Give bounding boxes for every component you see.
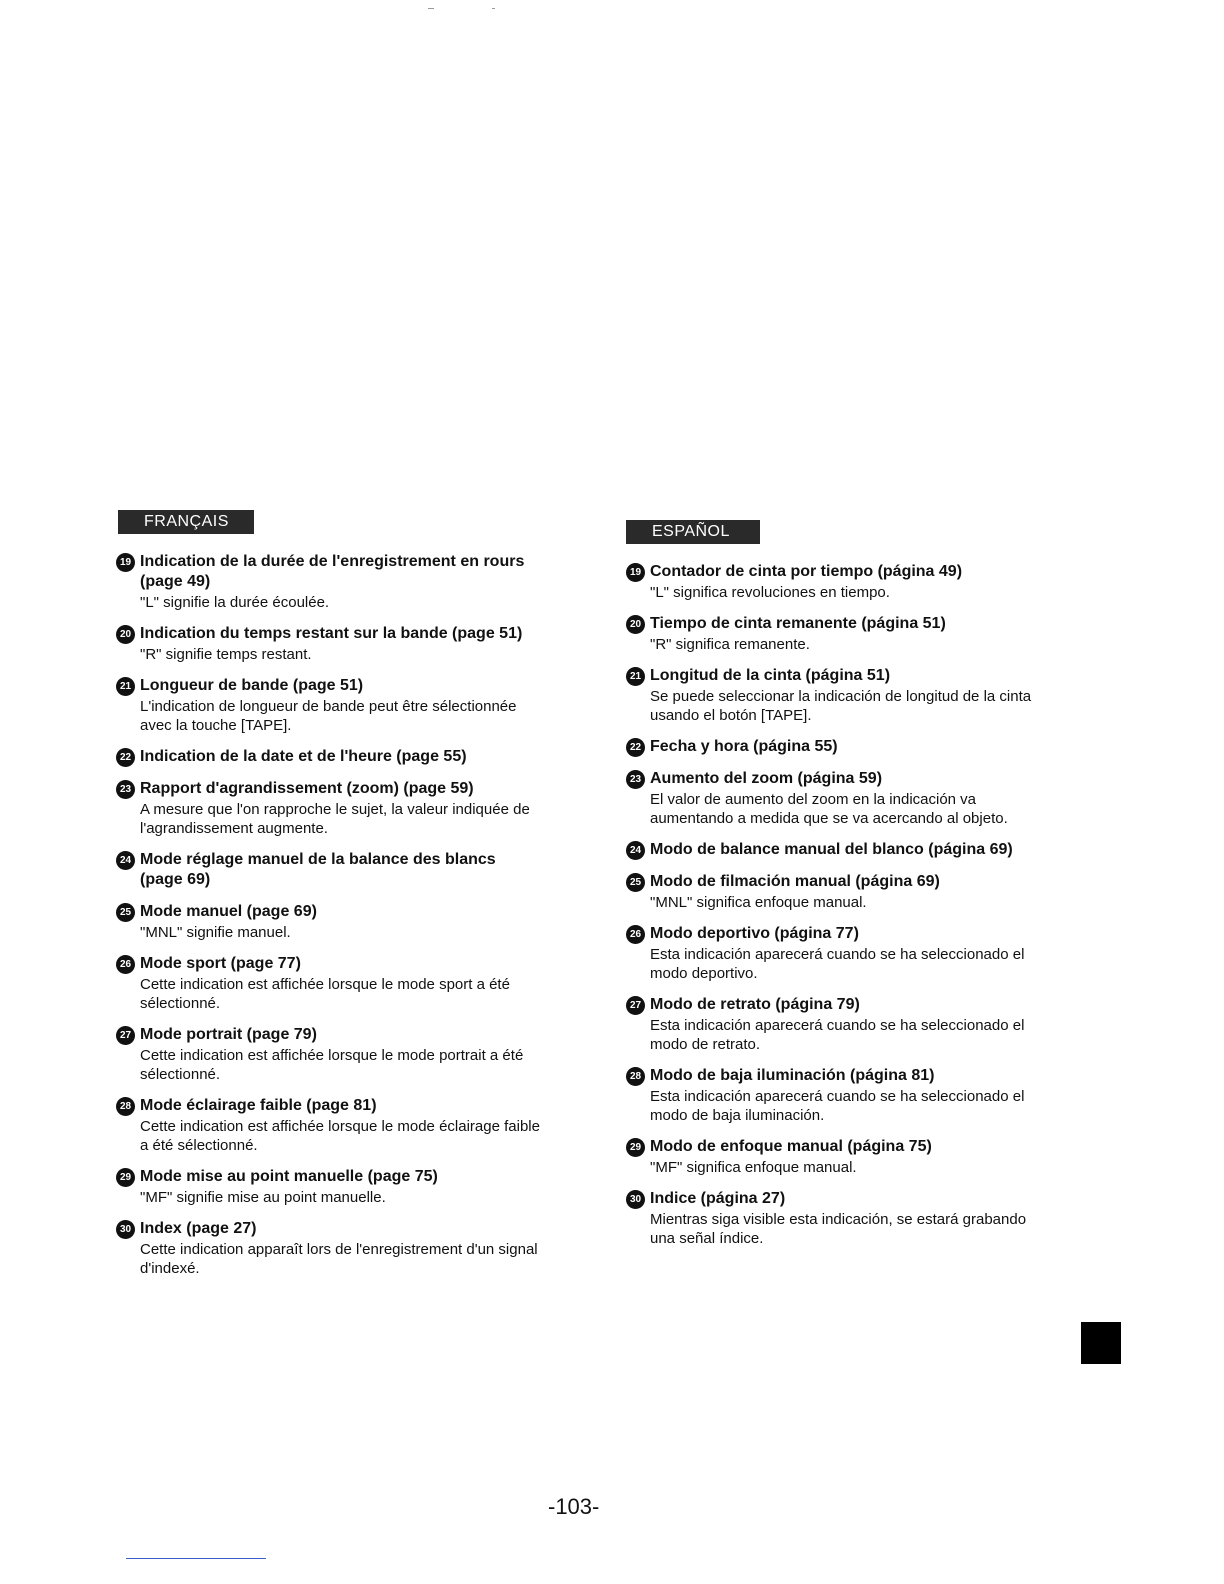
item-title: Mode mise au point manuelle (page 75) bbox=[140, 1168, 438, 1185]
item-description: L'indication de longueur de bande peut être sélectionnée avec la touche [TAPE]. bbox=[140, 698, 517, 734]
francais-item-list bbox=[112, 552, 542, 1278]
item-title: Index (page 27) bbox=[140, 1220, 257, 1237]
item-description: Esta indicación aparecerá cuando se ha seleccionado el modo de retrato. bbox=[650, 1017, 1025, 1053]
item-title: Mode manuel (page 69) bbox=[140, 903, 317, 920]
item-description: Cette indication est affichée lorsque le mode sport a été sélectionné. bbox=[140, 976, 510, 1012]
item-description: "MF" signifie mise au point manuelle. bbox=[140, 1189, 386, 1206]
item-number-badge: 22 bbox=[116, 748, 135, 767]
list-item bbox=[622, 840, 1052, 860]
list-item bbox=[112, 1096, 542, 1155]
section-tab-marker bbox=[1081, 1322, 1121, 1364]
item-description: "MNL" significa enfoque manual. bbox=[650, 894, 867, 911]
page-number: -103- bbox=[548, 1494, 600, 1519]
item-title: Mode sport (page 77) bbox=[140, 955, 301, 972]
list-item bbox=[622, 1066, 1052, 1125]
item-number-badge: 25 bbox=[116, 903, 135, 922]
list-item bbox=[112, 552, 542, 612]
item-description: "R" significa remanente. bbox=[650, 636, 810, 653]
list-item bbox=[112, 779, 542, 838]
item-title: Indice (página 27) bbox=[650, 1190, 786, 1207]
espanol-label: ESPAÑOL bbox=[626, 520, 760, 544]
list-item bbox=[112, 1219, 542, 1278]
item-number-badge: 29 bbox=[626, 1138, 645, 1157]
item-number-badge: 26 bbox=[626, 925, 645, 944]
list-item bbox=[112, 747, 542, 767]
item-description: "MF" significa enfoque manual. bbox=[650, 1159, 857, 1176]
item-title: Modo de filmación manual (página 69) bbox=[650, 873, 940, 890]
scan-speck bbox=[428, 8, 434, 9]
item-title: Mode réglage manuel de la balance des blancs (page 69) bbox=[140, 851, 496, 888]
list-item bbox=[622, 1189, 1052, 1248]
item-description: A mesure que l'on rapproche le sujet, la valeur indiquée de l'agrandissement augmente. bbox=[140, 801, 530, 837]
item-number-badge: 30 bbox=[116, 1220, 135, 1239]
item-title: Modo de enfoque manual (página 75) bbox=[650, 1138, 932, 1155]
list-item bbox=[622, 769, 1052, 828]
item-number-badge: 23 bbox=[116, 780, 135, 799]
item-title: Mode portrait (page 79) bbox=[140, 1026, 317, 1043]
item-description: Esta indicación aparecerá cuando se ha seleccionado el modo de baja iluminación. bbox=[650, 1088, 1025, 1124]
espanol-item-list bbox=[622, 562, 1052, 1248]
bottom-rule bbox=[126, 1558, 266, 1559]
item-title: Modo de baja iluminación (página 81) bbox=[650, 1067, 935, 1084]
item-title: Aumento del zoom (página 59) bbox=[650, 770, 883, 787]
list-item bbox=[622, 995, 1052, 1054]
item-description: El valor de aumento del zoom en la indicación va aumentando a medida que se va acercando al objeto. bbox=[650, 791, 1008, 827]
list-item bbox=[112, 902, 542, 942]
item-number-badge: 24 bbox=[626, 841, 645, 860]
item-title: Modo deportivo (página 77) bbox=[650, 925, 859, 942]
item-number-badge: 21 bbox=[626, 667, 645, 686]
item-description: "R" signifie temps restant. bbox=[140, 646, 312, 663]
item-description: "L" significa revoluciones en tiempo. bbox=[650, 584, 890, 601]
item-description: Esta indicación aparecerá cuando se ha seleccionado el modo deportivo. bbox=[650, 946, 1025, 982]
list-item bbox=[112, 1025, 542, 1084]
item-number-badge: 20 bbox=[116, 625, 135, 644]
item-title: Contador de cinta por tiempo (página 49) bbox=[650, 563, 963, 580]
item-description: Cette indication est affichée lorsque le mode éclairage faible a été sélectionné. bbox=[140, 1118, 540, 1154]
list-item bbox=[112, 954, 542, 1013]
list-item bbox=[112, 850, 542, 890]
item-number-badge: 25 bbox=[626, 873, 645, 892]
list-item bbox=[112, 676, 542, 735]
item-title: Longueur de bande (page 51) bbox=[140, 677, 364, 694]
item-title: Longitud de la cinta (página 51) bbox=[650, 667, 891, 684]
item-title: Rapport d'agrandissement (zoom) (page 59) bbox=[140, 780, 474, 797]
list-item bbox=[622, 924, 1052, 983]
item-title: Fecha y hora (página 55) bbox=[650, 738, 838, 755]
item-description: Cette indication apparaît lors de l'enregistrement d'un signal d'indexé. bbox=[140, 1241, 538, 1277]
item-number-badge: 21 bbox=[116, 677, 135, 696]
item-number-badge: 30 bbox=[626, 1190, 645, 1209]
list-item bbox=[622, 666, 1052, 725]
list-item bbox=[622, 872, 1052, 912]
list-item bbox=[622, 737, 1052, 757]
item-number-badge: 27 bbox=[116, 1026, 135, 1045]
item-description: "MNL" signifie manuel. bbox=[140, 924, 291, 941]
item-title: Tiempo de cinta remanente (página 51) bbox=[650, 615, 946, 632]
item-title: Modo de retrato (página 79) bbox=[650, 996, 860, 1013]
francais-label: FRANÇAIS bbox=[118, 510, 254, 534]
espanol-column bbox=[622, 520, 1052, 1260]
scan-speck bbox=[492, 8, 495, 9]
item-number-badge: 24 bbox=[116, 851, 135, 870]
item-title: Indication de la durée de l'enregistrement en rours (page 49) bbox=[140, 553, 525, 590]
item-number-badge: 19 bbox=[116, 553, 135, 572]
item-description: Cette indication est affichée lorsque le mode portrait a été sélectionné. bbox=[140, 1047, 524, 1083]
item-description: "L" signifie la durée écoulée. bbox=[140, 594, 330, 611]
list-item bbox=[112, 1167, 542, 1207]
list-item bbox=[622, 614, 1052, 654]
list-item bbox=[622, 1137, 1052, 1177]
item-title: Modo de balance manual del blanco (página 69) bbox=[650, 841, 1013, 858]
list-item bbox=[112, 624, 542, 664]
item-number-badge: 23 bbox=[626, 770, 645, 789]
item-description: Mientras siga visible esta indicación, se estará grabando una señal índice. bbox=[650, 1211, 1027, 1247]
item-number-badge: 28 bbox=[626, 1067, 645, 1086]
item-title: Indication de la date et de l'heure (page 55) bbox=[140, 748, 467, 765]
item-number-badge: 29 bbox=[116, 1168, 135, 1187]
item-number-badge: 20 bbox=[626, 615, 645, 634]
item-number-badge: 22 bbox=[626, 738, 645, 757]
item-number-badge: 27 bbox=[626, 996, 645, 1015]
item-description: Se puede seleccionar la indicación de longitud de la cinta usando el botón [TAPE]. bbox=[650, 688, 1032, 724]
list-item bbox=[622, 562, 1052, 602]
item-title: Indication du temps restant sur la bande (page 51) bbox=[140, 625, 523, 642]
francais-column bbox=[112, 510, 542, 1290]
item-number-badge: 19 bbox=[626, 563, 645, 582]
item-title: Mode éclairage faible (page 81) bbox=[140, 1097, 377, 1114]
item-number-badge: 26 bbox=[116, 955, 135, 974]
item-number-badge: 28 bbox=[116, 1097, 135, 1116]
